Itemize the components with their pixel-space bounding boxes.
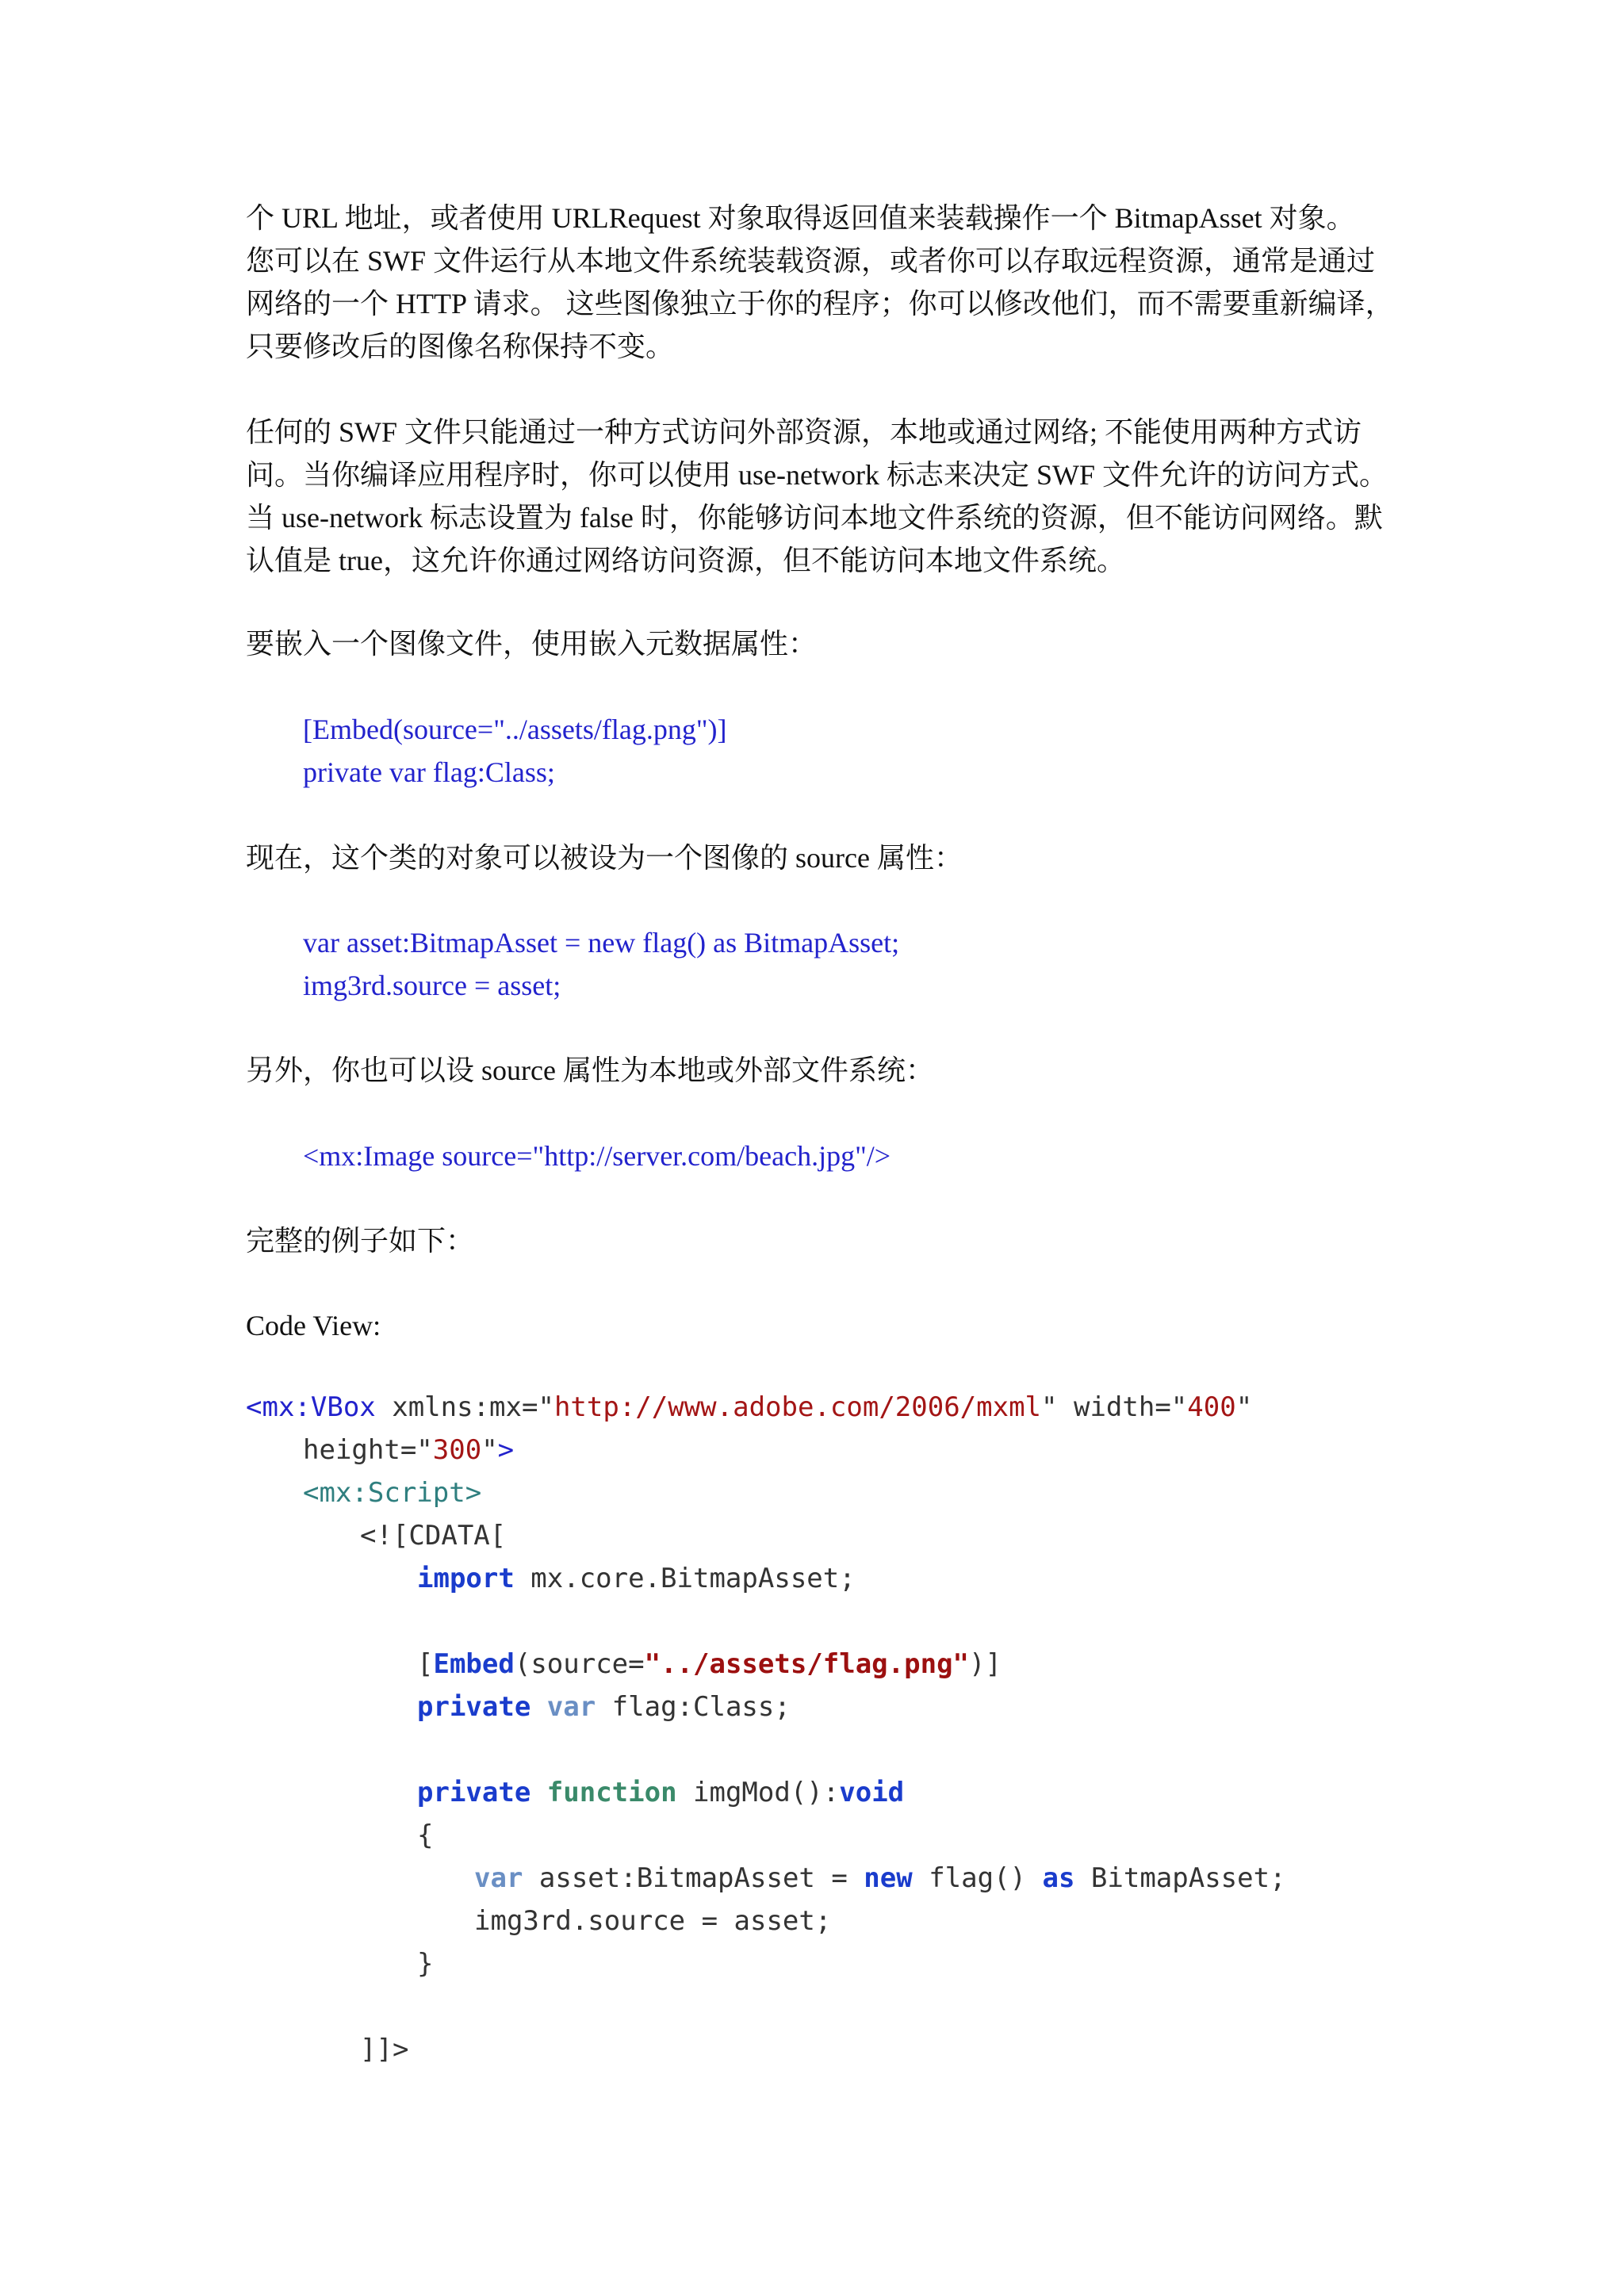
text-line: 认值是 true，这允许你通过网络访问资源，但不能访问本地文件系统。 [246, 545, 1125, 576]
code-token: flag:Class; [596, 1691, 791, 1723]
code-line-blank [246, 1985, 1286, 2028]
code-token: " [1235, 1391, 1253, 1423]
code-token: function [546, 1777, 677, 1808]
code-token: asset:BitmapAsset = [523, 1862, 864, 1894]
code-line [246, 2028, 1286, 2071]
code-token: 400 [1187, 1391, 1236, 1423]
code-token: )] [969, 1648, 1002, 1680]
text-line: 问。当你编译应用程序时，你可以使用 use-network 标志来决定 SWF 文件允许的访问方式。 [246, 459, 1388, 491]
inline-code-embed [303, 708, 727, 794]
paragraph-swf-access [246, 411, 1388, 582]
code-token: 300 [432, 1434, 482, 1466]
code-token: [ [417, 1648, 434, 1680]
text-line: 您可以在 SWF 文件运行从本地文件系统装载资源，或者你可以存取远程资源，通常是通过 [246, 245, 1376, 277]
text-line: 只要修改后的图像名称保持不变。 [246, 331, 675, 362]
code-line [246, 1771, 1286, 1814]
code-token: http://www.adobe.com/2006/mxml [553, 1391, 1042, 1423]
code-token: void [839, 1777, 905, 1808]
text-line: 当 use-network 标志设置为 false 时，你能够访问本地文件系统的资源，但不能访问网络。默 [246, 502, 1383, 534]
code-line [246, 1814, 1286, 1857]
code-token: ]]> [360, 2034, 409, 2065]
code-token: var [474, 1862, 523, 1894]
code-token: as [1042, 1862, 1075, 1894]
code-line [246, 1900, 1286, 1942]
text-line: 完整的例子如下： [246, 1225, 475, 1257]
text-line: 现在，这个类的对象可以被设为一个图像的 source 属性： [246, 842, 963, 874]
code-token: flag() [912, 1862, 1043, 1894]
paragraph-external-source [246, 1049, 1380, 1092]
code-token: var [546, 1691, 596, 1723]
code-line [246, 1857, 1286, 1900]
code-token: import [417, 1563, 515, 1594]
code-token: { [417, 1820, 434, 1851]
code-token: " [481, 1434, 498, 1466]
code-token: " width=" [1041, 1391, 1188, 1423]
code-token: imgMod(): [676, 1777, 840, 1808]
code-line [246, 1557, 1286, 1600]
code-token: img3rd.source = asset; [474, 1905, 832, 1937]
code-line: [Embed(source="../assets/flag.png")] [303, 714, 727, 745]
code-line [246, 1942, 1286, 1985]
text-line: 另外，你也可以设 source 属性为本地或外部文件系统： [246, 1054, 934, 1086]
code-token: private [417, 1777, 531, 1808]
code-line [246, 1471, 1286, 1514]
code-token: (source= [514, 1648, 645, 1680]
text-line: 个 URL 地址，或者使用 URLRequest 对象取得返回值来装载操作一个 BitmapAsset 对象。 [246, 202, 1355, 234]
code-line [246, 1643, 1286, 1686]
code-token: Embed [433, 1648, 515, 1680]
code-line: var asset:BitmapAsset = new flag() as BitmapAsset; [303, 927, 900, 959]
code-line [246, 1429, 1286, 1471]
inline-code-assign [303, 921, 899, 1007]
code-token: <![CDATA[ [360, 1520, 507, 1552]
code-token: "../assets/flag.png" [644, 1648, 970, 1680]
text-line: 任何的 SWF 文件只能通过一种方式访问外部资源，本地或通过网络; 不能使用两种方式访 [246, 416, 1362, 448]
code-line: img3rd.source = asset; [303, 970, 561, 1001]
code-token: > [497, 1434, 515, 1466]
code-line: <mx:Image source="http://server.com/beach.jpg"/> [303, 1140, 891, 1172]
code-line-blank [246, 1728, 1286, 1771]
code-token: mx.core.BitmapAsset; [514, 1563, 856, 1594]
paragraph-embed-intro [246, 622, 1380, 665]
inline-code-mximage [303, 1135, 891, 1177]
code-token: <mx:Script> [303, 1477, 482, 1509]
code-view-block [246, 1386, 1286, 2071]
code-token: xmlns:mx=" [375, 1391, 554, 1423]
code-view-label [246, 1304, 1380, 1347]
code-token: BitmapAsset; [1074, 1862, 1286, 1894]
code-token: new [864, 1862, 913, 1894]
code-token: private [417, 1691, 531, 1723]
paragraph-intro [246, 197, 1394, 368]
code-line-blank [246, 1600, 1286, 1643]
text-line: Code View: [246, 1310, 381, 1341]
text-line: 网络的一个 HTTP 请求。 这些图像独立于你的程序；你可以修改他们，而不需要重新编译， [246, 288, 1394, 320]
code-token: height=" [303, 1434, 433, 1466]
code-line [246, 1386, 1286, 1429]
paragraph-source-property [246, 836, 1380, 879]
code-line [246, 1686, 1286, 1728]
text-line: 要嵌入一个图像文件，使用嵌入元数据属性： [246, 628, 818, 660]
code-line: private var flag:Class; [303, 756, 555, 788]
code-line [246, 1514, 1286, 1557]
paragraph-full-example [246, 1219, 1380, 1262]
code-token: } [417, 1948, 434, 1980]
code-token: <mx:VBox [246, 1391, 376, 1423]
